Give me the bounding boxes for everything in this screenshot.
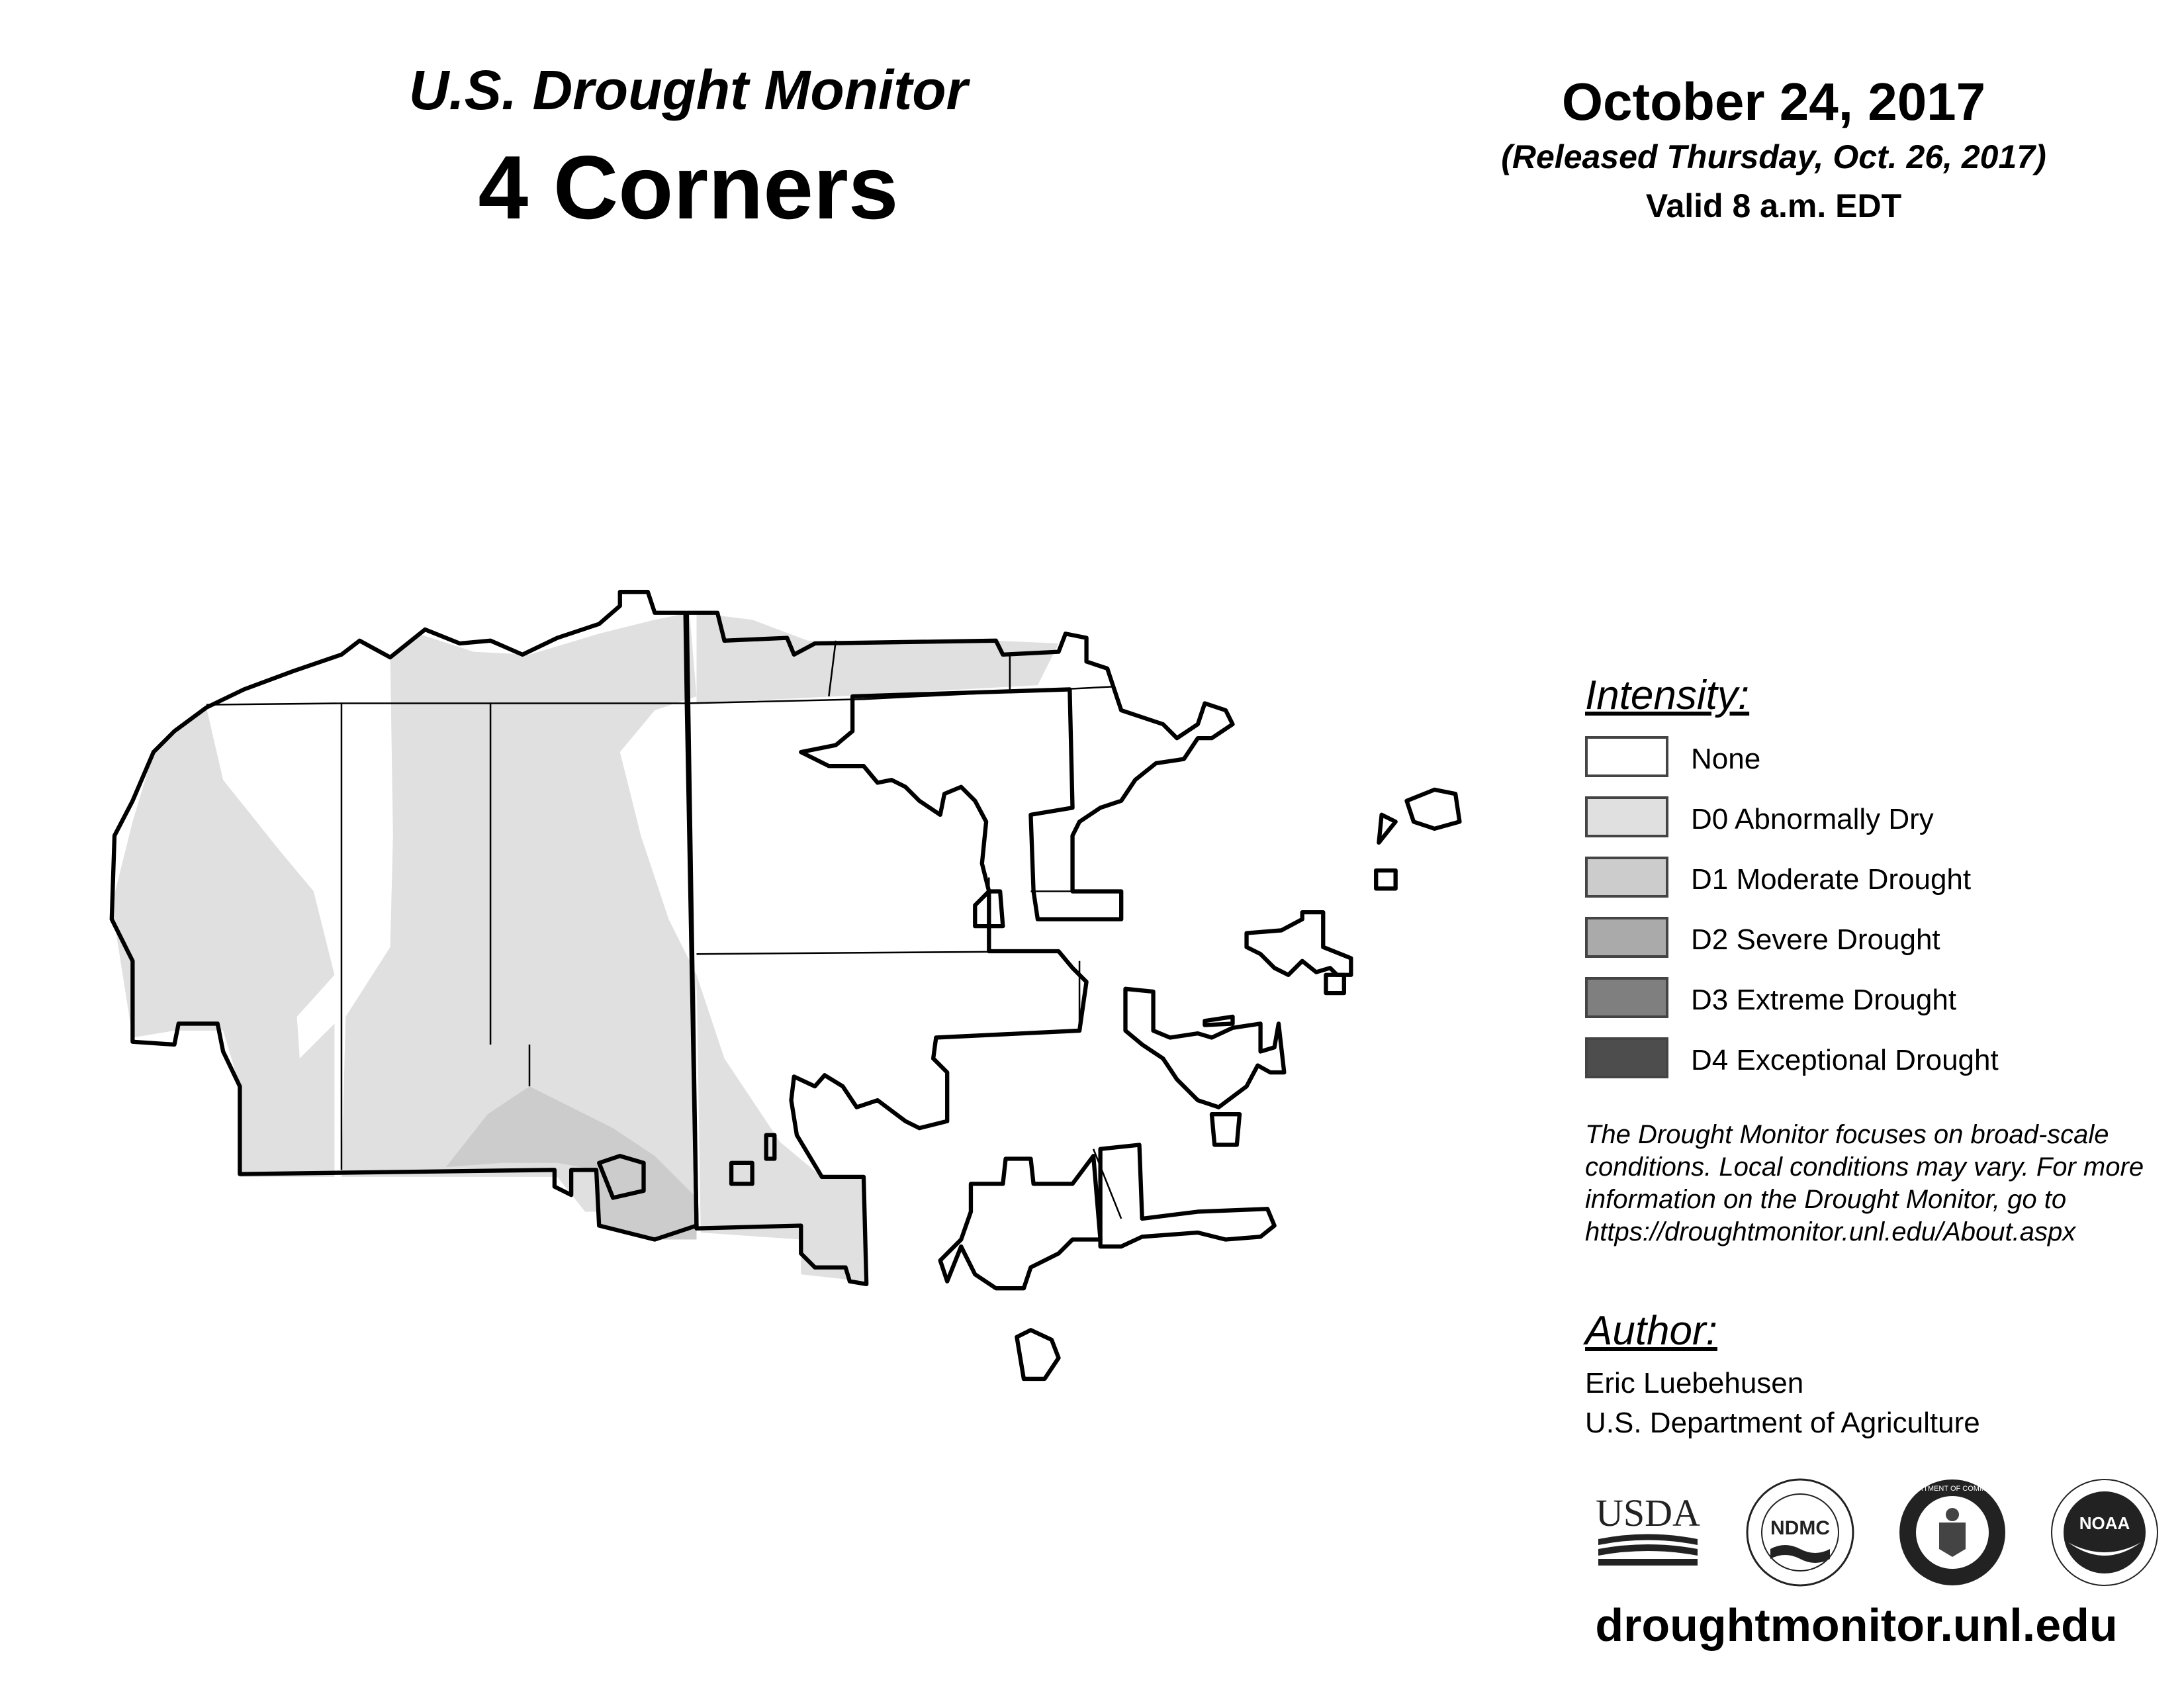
legend-label: D2 Severe Drought <box>1691 923 1940 956</box>
valid-time: Valid 8 a.m. EDT <box>1645 187 1902 224</box>
outline-island-4 <box>1247 912 1351 975</box>
outline-island-6 <box>1017 1330 1058 1379</box>
legend-swatch-d4 <box>1585 1037 1668 1078</box>
d0-areas <box>112 613 1059 1282</box>
legend-item-d3 <box>1585 977 2115 1023</box>
legend-swatch-none <box>1585 736 1668 777</box>
author-organization: U.S. Department of Agriculture <box>1585 1407 1980 1439</box>
author-heading: Author: <box>1585 1308 1717 1354</box>
ndmc-logo <box>1744 1476 1856 1589</box>
map-date: October 24, 2017 <box>1561 72 1986 131</box>
d0-area-west <box>112 708 335 1177</box>
outline-island-2 <box>1379 815 1395 843</box>
d0-area-south <box>696 975 863 1282</box>
outline-south-east <box>1101 1145 1275 1246</box>
author-name: Eric Luebehusen <box>1585 1367 1804 1399</box>
outline-island-3 <box>1376 870 1395 888</box>
disclaimer-note: The Drought Monitor focuses on broad-scale conditions. Local conditions may vary. For more information on the Drought Monitor, go to https://droughtmonitor.unl.edu/About.aspx <box>1585 1120 2144 1246</box>
legend-label: D4 Exceptional Drought <box>1691 1044 1999 1076</box>
legend-swatch-d3 <box>1585 977 1668 1018</box>
legend-label: D0 Abnormally Dry <box>1691 803 1934 835</box>
outline-island-1 <box>1406 790 1459 829</box>
outline-island-5 <box>1326 975 1343 993</box>
svg-text:NOAA: NOAA <box>2079 1513 2130 1533</box>
usda-logo <box>1592 1476 1704 1589</box>
legend-item-d4 <box>1585 1037 2115 1084</box>
legend-item-d1 <box>1585 857 2115 903</box>
outline-small-4 <box>1205 1017 1232 1025</box>
release-date: (Released Thursday, Oct. 26, 2017) <box>1501 138 2046 175</box>
legend-item-d2 <box>1585 917 2115 963</box>
legend-title: Intensity: <box>1585 673 1750 718</box>
legend-label: D1 Moderate Drought <box>1691 863 1972 896</box>
legend-label: D3 Extreme Drought <box>1691 984 1957 1016</box>
svg-text:USDA: USDA <box>1596 1491 1700 1534</box>
legend-swatch-d2 <box>1585 917 1668 958</box>
commerce-logo <box>1896 1476 2009 1589</box>
site-url[interactable]: droughtmonitor.unl.edu <box>1595 1599 2118 1651</box>
legend-swatch-d0 <box>1585 796 1668 837</box>
outline-island-7 <box>1212 1114 1240 1145</box>
noaa-logo <box>2048 1476 2161 1589</box>
legend-swatch-d1 <box>1585 857 1668 898</box>
legend-item-none <box>1585 736 2115 782</box>
outline-south-central <box>940 1156 1101 1288</box>
outline-east-central <box>1125 989 1284 1107</box>
map-title: U.S. Drought Monitor <box>408 59 968 121</box>
region-title: 4 Corners <box>478 137 899 238</box>
svg-text:DEPARTMENT OF COMMERCE: DEPARTMENT OF COMMERCE <box>1899 1485 2006 1493</box>
legend-item-d0 <box>1585 796 2115 843</box>
svg-text:NDMC: NDMC <box>1770 1517 1830 1539</box>
legend-label: None <box>1691 743 1761 775</box>
